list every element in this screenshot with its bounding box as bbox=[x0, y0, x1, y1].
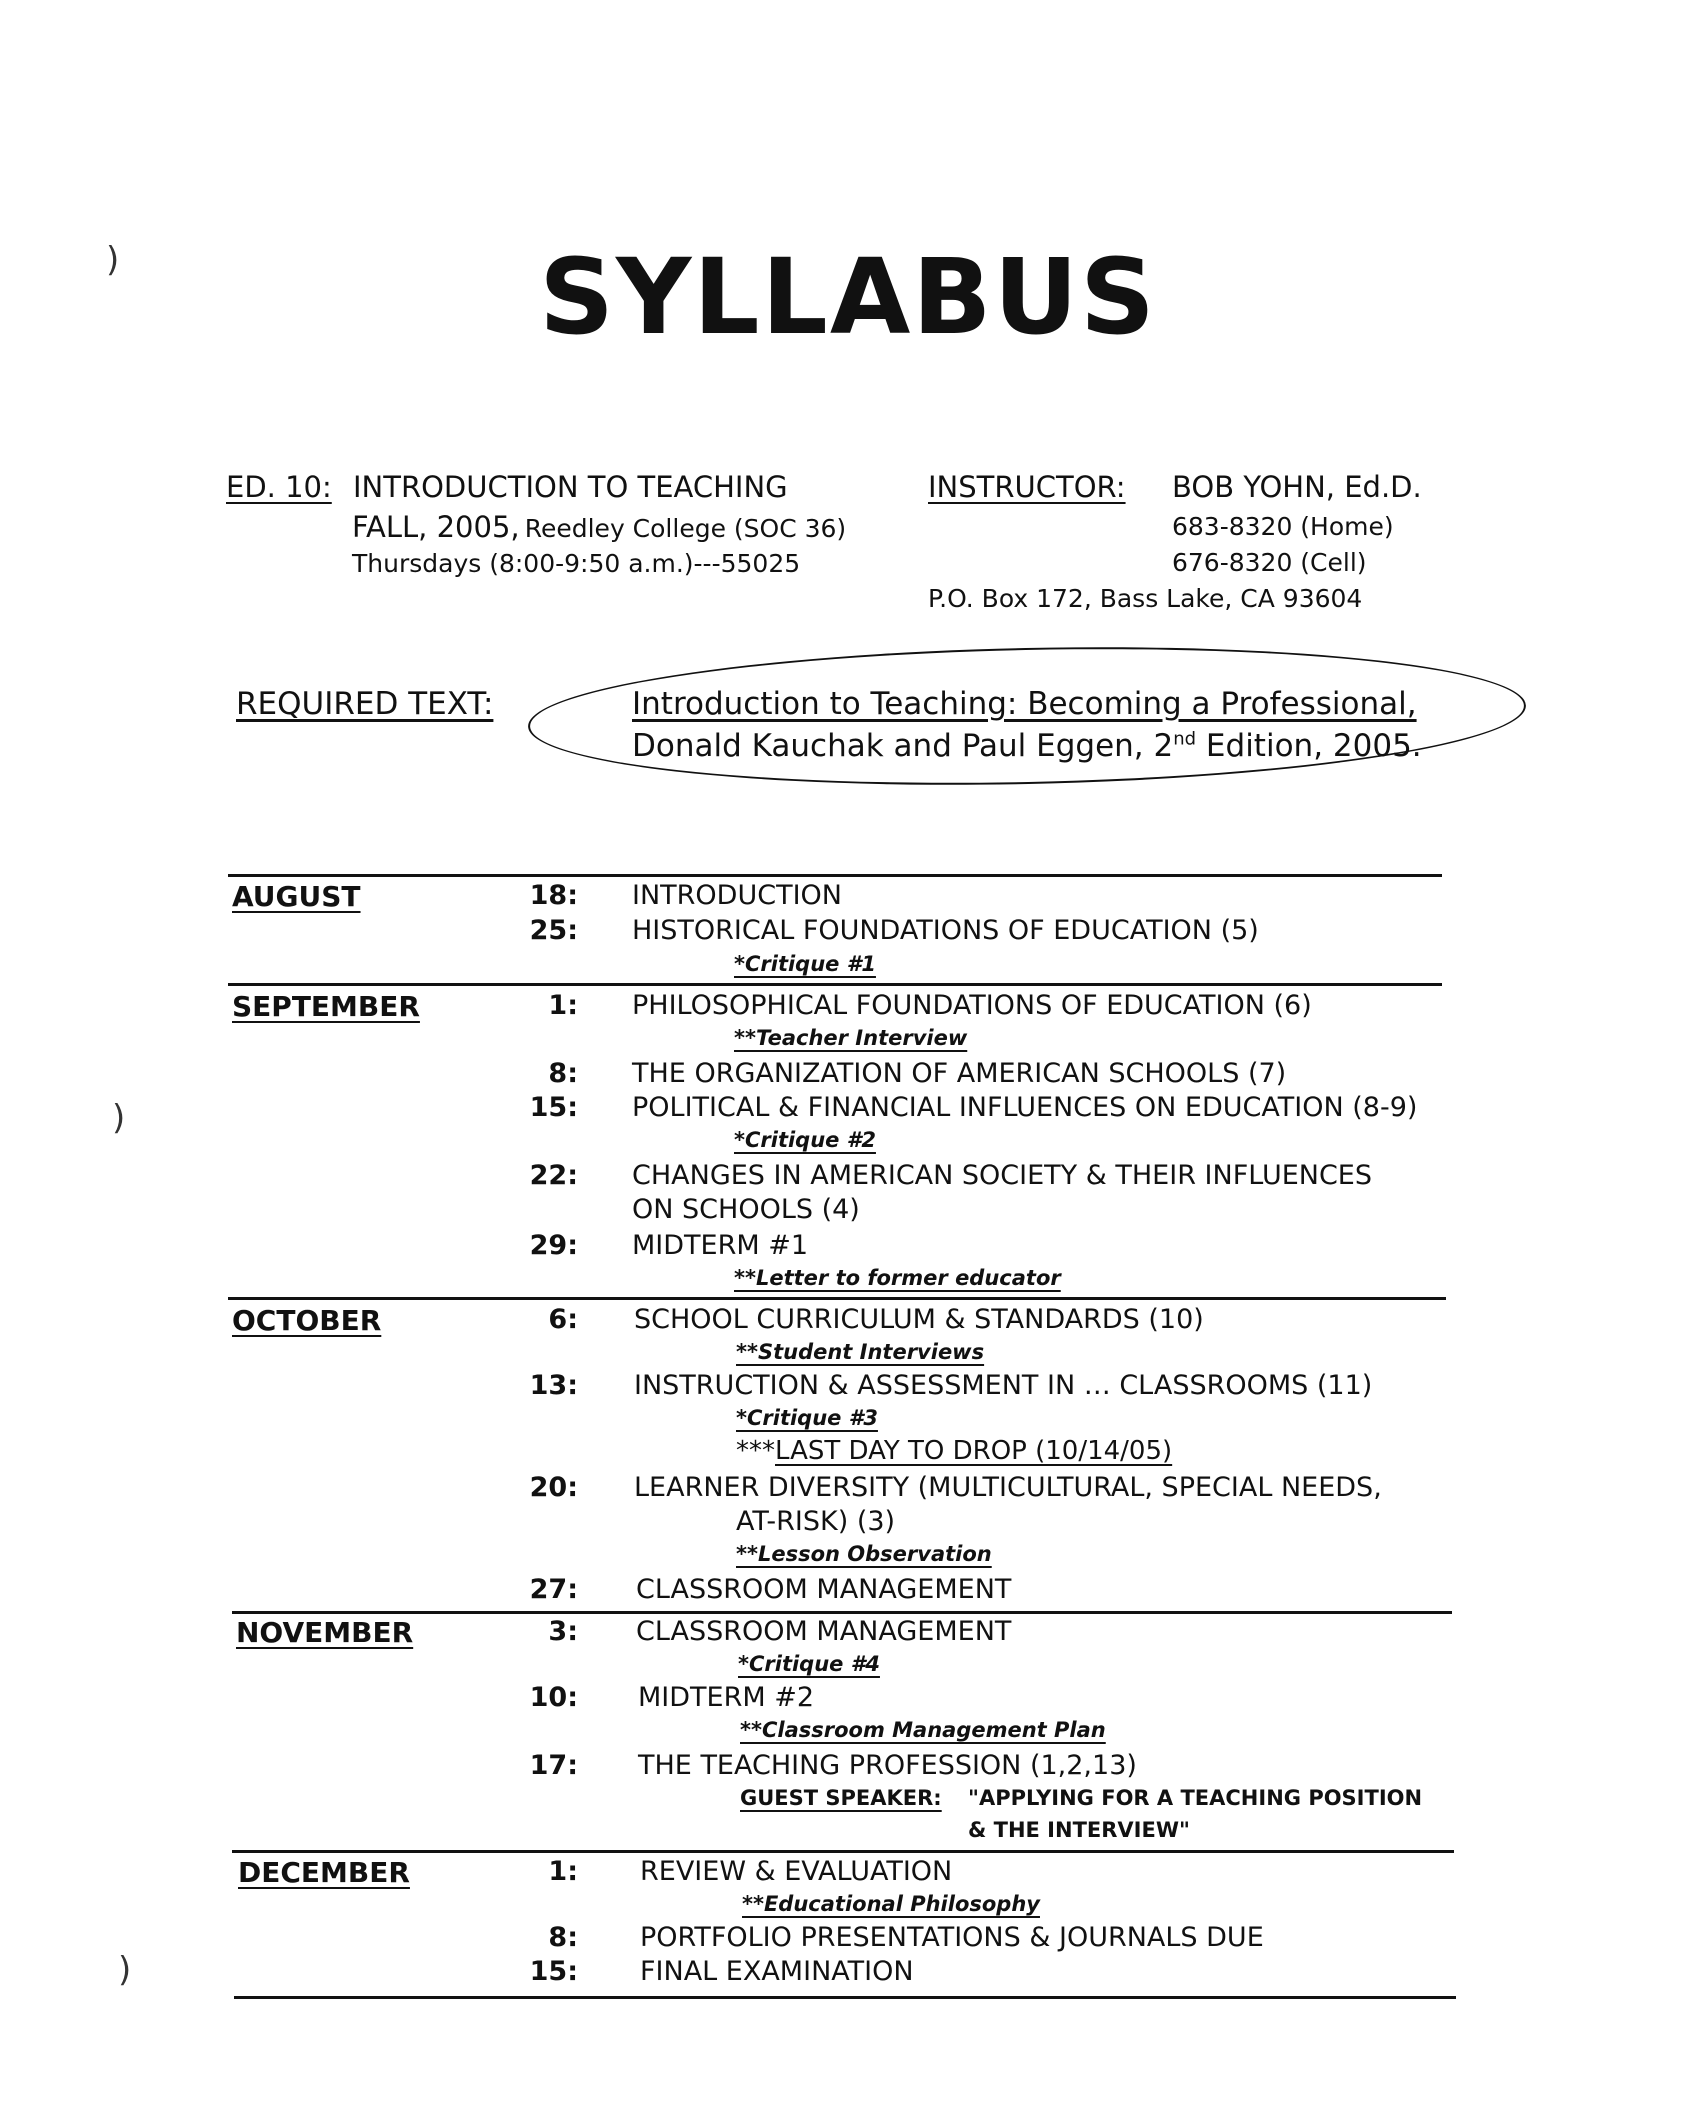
book-title: Introduction to Teaching: Becoming a Professional, bbox=[632, 686, 1417, 722]
assignment-note: **Classroom Management Plan bbox=[740, 1718, 1106, 1742]
authors-text: Donald Kauchak and Paul Eggen, 2 bbox=[632, 728, 1174, 764]
class-topic: FINAL EXAMINATION bbox=[640, 1956, 914, 1987]
date-day: 8: bbox=[548, 1058, 578, 1089]
assignment-note: *Critique #3 bbox=[736, 1406, 878, 1430]
divider bbox=[232, 1850, 1454, 1853]
term-year: FALL, 2005, bbox=[352, 510, 520, 544]
divider bbox=[232, 1611, 1452, 1614]
date-day: 22: bbox=[529, 1160, 578, 1191]
date-day: 13: bbox=[529, 1370, 578, 1401]
class-topic: CLASSROOM MANAGEMENT bbox=[636, 1574, 1012, 1605]
class-topic: THE TEACHING PROFESSION (1,2,13) bbox=[638, 1750, 1137, 1781]
class-topic: SCHOOL CURRICULUM & STANDARDS (10) bbox=[634, 1304, 1204, 1335]
month-september: SEPTEMBER bbox=[232, 990, 420, 1023]
divider bbox=[234, 1996, 1456, 1999]
date-day: 1: bbox=[548, 990, 578, 1021]
guest-speaker-label: GUEST SPEAKER: bbox=[740, 1786, 942, 1810]
month-november: NOVEMBER bbox=[236, 1616, 414, 1649]
class-topic: CHANGES IN AMERICAN SOCIETY & THEIR INFLUENCES bbox=[632, 1160, 1373, 1191]
class-topic: PORTFOLIO PRESENTATIONS & JOURNALS DUE bbox=[640, 1922, 1264, 1953]
date-day: 15: bbox=[529, 1092, 578, 1123]
date-day: 29: bbox=[529, 1230, 578, 1261]
binder-mark: ) bbox=[118, 1950, 132, 1990]
divider bbox=[228, 1297, 1446, 1300]
course-line bbox=[226, 470, 788, 504]
class-topic: LEARNER DIVERSITY (MULTICULTURAL, SPECIAL NEEDS, bbox=[634, 1472, 1382, 1503]
edition-superscript: nd bbox=[1173, 728, 1197, 750]
assignment-note: **Educational Philosophy bbox=[742, 1892, 1040, 1916]
class-topic: POLITICAL & FINANCIAL INFLUENCES ON EDUCATION (8-9) bbox=[632, 1092, 1418, 1123]
class-topic: INTRODUCTION bbox=[632, 880, 842, 911]
assignment-note: **Student Interviews bbox=[736, 1340, 985, 1364]
class-topic: HISTORICAL FOUNDATIONS OF EDUCATION (5) bbox=[632, 915, 1259, 946]
date-day: 20: bbox=[529, 1472, 578, 1503]
instructor-label: INSTRUCTOR: bbox=[928, 470, 1126, 504]
assignment-note: *Critique #1 bbox=[734, 952, 876, 976]
assignment-note: **Lesson Observation bbox=[736, 1542, 992, 1566]
edition-text: Edition, 2005. bbox=[1196, 728, 1422, 764]
class-topic: CLASSROOM MANAGEMENT bbox=[636, 1616, 1012, 1647]
assignment-note: **Letter to former educator bbox=[734, 1266, 1061, 1290]
assignment-note: *Critique #4 bbox=[738, 1652, 880, 1676]
date-day: 17: bbox=[529, 1750, 578, 1781]
drop-deadline-note bbox=[736, 1436, 1172, 1466]
term-college: Reedley College (SOC 36) bbox=[524, 514, 847, 543]
class-topic: THE ORGANIZATION OF AMERICAN SCHOOLS (7) bbox=[632, 1058, 1287, 1089]
guest-speaker-topic-cont: & THE INTERVIEW" bbox=[968, 1818, 1190, 1842]
month-august: AUGUST bbox=[232, 880, 361, 913]
class-topic: INSTRUCTION & ASSESSMENT IN … CLASSROOMS (11) bbox=[634, 1370, 1373, 1401]
date-day: 15: bbox=[529, 1956, 578, 1987]
month-october: OCTOBER bbox=[232, 1304, 382, 1337]
page-title: SYLLABUS bbox=[539, 236, 1157, 358]
date-day: 27: bbox=[529, 1574, 578, 1605]
instructor-name: BOB YOHN, Ed.D. bbox=[1172, 470, 1422, 504]
course-term bbox=[352, 510, 846, 544]
date-day: 25: bbox=[529, 915, 578, 946]
instructor-address: P.O. Box 172, Bass Lake, CA 93604 bbox=[928, 584, 1363, 613]
course-name: INTRODUCTION TO TEACHING bbox=[352, 470, 788, 504]
class-topic: MIDTERM #2 bbox=[638, 1682, 815, 1713]
date-day: 1: bbox=[548, 1856, 578, 1887]
course-code: ED. 10: bbox=[226, 470, 332, 504]
divider bbox=[228, 874, 1442, 877]
date-day: 6: bbox=[548, 1304, 578, 1335]
date-day: 18: bbox=[529, 880, 578, 911]
class-topic: MIDTERM #1 bbox=[632, 1230, 809, 1261]
divider bbox=[228, 983, 1442, 986]
book-authors bbox=[632, 728, 1422, 764]
month-december: DECEMBER bbox=[238, 1856, 410, 1889]
course-schedule: Thursdays (8:00-9:50 a.m.)---55025 bbox=[352, 549, 801, 578]
assignment-note: **Teacher Interview bbox=[734, 1026, 968, 1050]
class-topic: PHILOSOPHICAL FOUNDATIONS OF EDUCATION (6) bbox=[632, 990, 1312, 1021]
assignment-note: *Critique #2 bbox=[734, 1128, 876, 1152]
required-text-label: REQUIRED TEXT: bbox=[236, 686, 494, 722]
date-day: 8: bbox=[548, 1922, 578, 1953]
class-topic-cont: AT-RISK) (3) bbox=[736, 1506, 896, 1537]
note-stars: *** bbox=[736, 1436, 775, 1466]
date-day: 3: bbox=[548, 1616, 578, 1647]
class-topic-cont: ON SCHOOLS (4) bbox=[632, 1194, 860, 1225]
drop-deadline-text: LAST DAY TO DROP (10/14/05) bbox=[775, 1436, 1173, 1466]
binder-mark: ) bbox=[112, 1098, 126, 1138]
instructor-phone-cell: 676-8320 (Cell) bbox=[1172, 548, 1367, 577]
date-day: 10: bbox=[529, 1682, 578, 1713]
class-topic: REVIEW & EVALUATION bbox=[640, 1856, 953, 1887]
binder-mark: ) bbox=[106, 240, 120, 280]
instructor-phone-home: 683-8320 (Home) bbox=[1172, 512, 1394, 541]
guest-speaker-topic: "APPLYING FOR A TEACHING POSITION bbox=[968, 1786, 1423, 1810]
